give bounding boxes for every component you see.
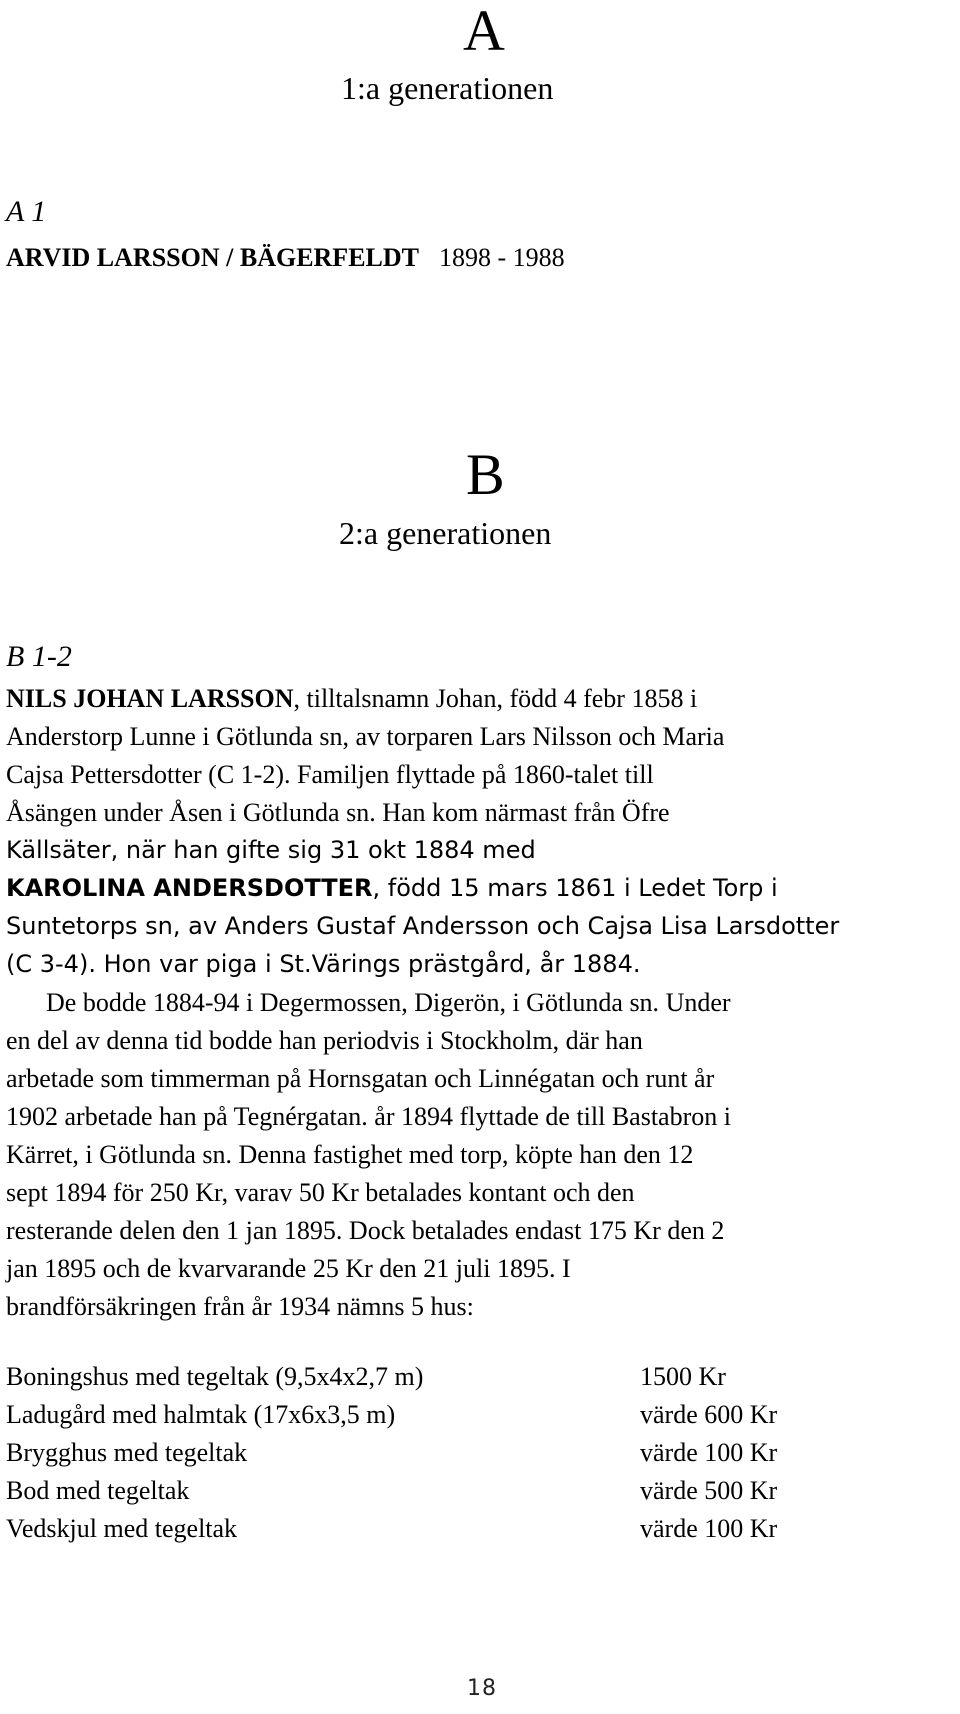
section-a-name: ARVID LARSSON / BÄGERFELDT xyxy=(6,243,419,272)
person-name-karolina: KAROLINA ANDERSDOTTER xyxy=(6,874,373,902)
body-line-17: brandförsäkringen från år 1934 nämns 5 hus: xyxy=(6,1292,474,1321)
building-name: Bod med tegeltak xyxy=(6,1476,190,1505)
building-value: värde 100 Kr xyxy=(640,1438,778,1467)
body-line-13: Kärret, i Götlunda sn. Denna fastighet med torp, köpte han den 12 xyxy=(6,1140,694,1169)
building-name: Boningshus med tegeltak (9,5x4x2,7 m) xyxy=(6,1362,424,1391)
body-text: , tilltalsnamn Johan, född 4 febr 1858 i xyxy=(293,684,698,713)
section-b-letter: B xyxy=(466,442,505,507)
body-line-6 xyxy=(6,876,778,900)
body-text: Åsängen under Åsen i Götlunda sn. xyxy=(6,798,376,827)
body-line-12: 1902 arbetade han på Tegnérgatan. år 1894 flyttade de till Bastabron i xyxy=(6,1102,731,1131)
body-line-15: resterande delen den 1 jan 1895. Dock betalades endast 175 Kr den 2 xyxy=(6,1216,725,1245)
section-a-heading xyxy=(6,243,565,273)
section-a-generation: 1:a generationen xyxy=(341,70,554,106)
building-value: värde 600 Kr xyxy=(640,1400,778,1429)
section-a-letter: A xyxy=(463,0,505,63)
body-line-16: jan 1895 och de kvarvarande 25 Kr den 21 juli 1895. I xyxy=(6,1254,571,1283)
body-line-2: Anderstorp Lunne i Götlunda sn, av torparen Lars Nilsson och Maria xyxy=(6,722,725,751)
page-number: 18 xyxy=(467,1676,497,1701)
building-name: Brygghus med tegeltak xyxy=(6,1438,248,1467)
person-name-nils: NILS JOHAN LARSSON xyxy=(6,684,294,713)
body-text: , född 15 mars 1861 i Ledet Torp i xyxy=(372,874,778,902)
body-line-11: arbetade som timmerman på Hornsgatan och Linnégatan och runt år xyxy=(6,1064,715,1093)
body-text: De bodde 1884-94 i Degermossen, Digerön, i Götlunda sn. xyxy=(46,988,660,1017)
body-line-7: Suntetorps sn, av Anders Gustaf Andersson och Cajsa Lisa Larsdotter xyxy=(6,912,840,940)
building-name: Ladugård med halmtak (17x6x3,5 m) xyxy=(6,1400,396,1429)
body-line-5: Källsäter, när han gifte sig 31 okt 1884 med xyxy=(6,836,536,864)
building-value: värde 500 Kr xyxy=(640,1476,778,1505)
section-b-id: B 1-2 xyxy=(6,640,72,673)
body-line-10: en del av denna tid bodde han periodvis i Stockholm, där han xyxy=(6,1026,643,1055)
building-name: Vedskjul med tegeltak xyxy=(6,1514,238,1543)
body-text: Under xyxy=(659,988,731,1017)
section-b-generation: 2:a generationen xyxy=(339,515,552,551)
body-line-14: sept 1894 för 250 Kr, varav 50 Kr betalades kontant och den xyxy=(6,1178,635,1207)
body-line-8: (C 3-4). Hon var piga i St.Värings prästgård, år 1884. xyxy=(6,950,641,978)
body-line-4 xyxy=(6,800,670,826)
body-line-9 xyxy=(46,990,731,1016)
building-value: 1500 Kr xyxy=(640,1362,726,1391)
body-line-3: Cajsa Pettersdotter (C 1-2). Familjen flyttade på 1860-talet till xyxy=(6,760,654,789)
section-a-id: A 1 xyxy=(6,195,47,228)
body-text: Han kom närmast från Öfre xyxy=(375,798,670,827)
building-value: värde 100 Kr xyxy=(640,1514,778,1543)
body-line-1 xyxy=(6,686,697,712)
section-a-years: 1898 - 1988 xyxy=(439,243,565,272)
